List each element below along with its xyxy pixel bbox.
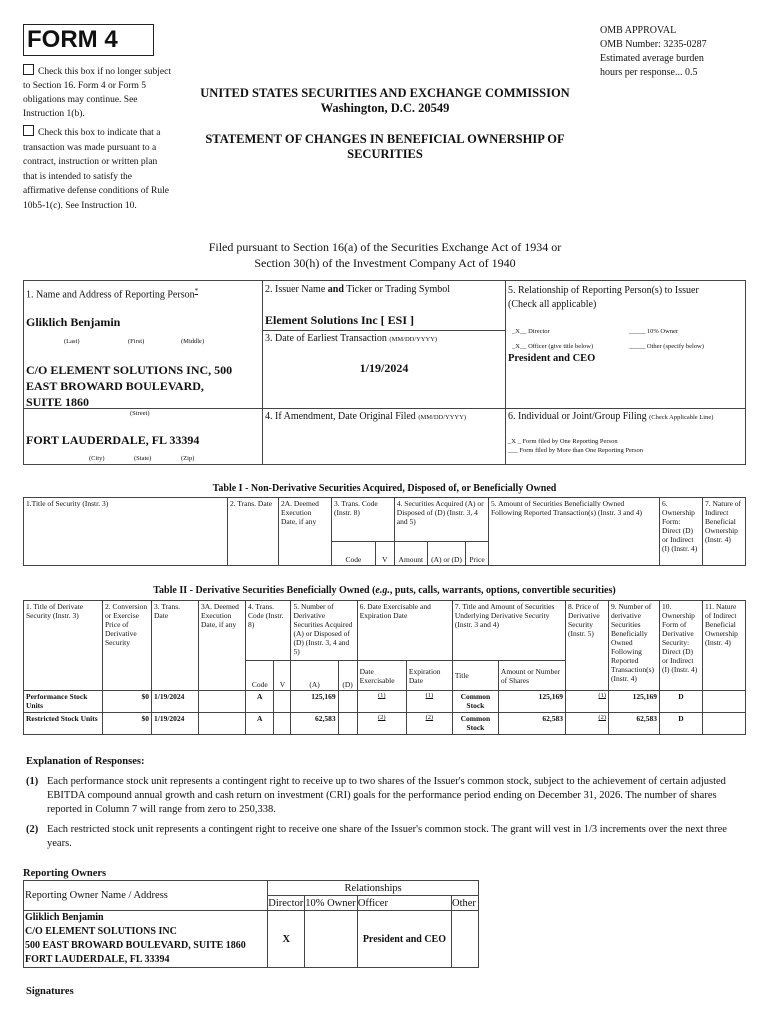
label-city: (City) <box>89 455 105 462</box>
t2-sub-title: Title <box>452 661 498 691</box>
t1-sub-price: Price <box>466 542 489 566</box>
t2-underlying-shares: 62,583 <box>498 713 565 735</box>
issuer-name: Element Solutions Inc [ ESI ] <box>265 313 415 327</box>
t2-col3a: 3A. Deemed Execution Date, if any <box>199 601 246 691</box>
filing-one-person: _X _ Form filed by One Reporting Person <box>508 438 618 445</box>
label-street: (Street) <box>130 410 150 417</box>
t2-col7: 7. Title and Amount of Securities Underlying Derivative Security (Instr. 3 and 4) <box>452 601 565 661</box>
t2-owned: 125,169 <box>609 691 660 713</box>
omb-burden: Estimated average burden <box>600 53 704 64</box>
t1-col6: 6. Ownership Form: Direct (D) or Indirect (I) (Instr. 4) <box>660 498 703 566</box>
footnote-2 <box>26 823 741 851</box>
reporting-person-address: C/O ELEMENT SOLUTIONS INC, 500 EAST BROWARD BOULEVARD, SUITE 1860 <box>26 363 233 409</box>
check-box-section16 <box>23 64 173 121</box>
t2-expiration[interactable]: (2) <box>406 713 452 735</box>
t2-code: A <box>246 713 274 735</box>
filing-more-persons: ___ Form filed by More than One Reporting Person <box>508 447 644 454</box>
t2-sub-a: (A) <box>291 661 338 691</box>
label-last: (Last) <box>64 338 80 345</box>
rel-director: _X__ Director <box>512 328 550 335</box>
t2-sub-d: (D) <box>338 661 357 691</box>
t1-col5: 5. Amount of Securities Beneficially Owned Following Reported Transaction(s) (Instr. 3 and 4) <box>489 498 660 566</box>
label-state: (State) <box>134 455 152 462</box>
t2-sub-code: Code <box>246 661 274 691</box>
t2-date: 1/19/2024 <box>152 713 199 735</box>
footnote-1-number: (1) <box>26 776 39 787</box>
reporting-owners-heading: Reporting Owners <box>23 868 107 879</box>
check-box-10b5-text: Check this box to indicate that a transaction was made pursuant to a contract, instruction or written plan that is intended to satisfy the affirmative defense conditions of Rule 10b5-1(c). See Instruction 10. <box>23 128 169 211</box>
t1-sub-aord: (A) or (D) <box>427 542 465 566</box>
rel-officer: _X__ Officer (give title below) <box>512 343 594 350</box>
table1-title: Table I - Non-Derivative Securities Acquired, Disposed of, or Beneficially Owned <box>212 483 557 494</box>
t2-owned: 62,583 <box>609 713 660 735</box>
t2-col9: 9. Number of derivative Securities Beneficially Owned Following Reported Transaction(s) (Instr. 4) <box>609 601 660 691</box>
t2-expiration[interactable]: (1) <box>406 691 452 713</box>
reporting-owners-table <box>23 880 479 968</box>
checkbox-section16[interactable] <box>23 64 34 75</box>
t2-security: Restricted Stock Units <box>24 713 103 735</box>
t2-underlying-title: Common Stock <box>452 691 498 713</box>
check-box-section16-text: Check this box if no longer subject to Section 16. Form 4 or Form 5 obligations may continue. See Instruction 1(b). <box>23 67 171 119</box>
t1-col2: 2. Trans. Date <box>228 498 279 566</box>
check-box-10b5 <box>23 125 173 213</box>
box4-label: 4. If Amendment, Date Original Filed (MM/DD/YYYY) <box>265 411 466 422</box>
owners-col-ten: 10% Owner <box>305 897 356 909</box>
t2-acquired: 62,583 <box>291 713 338 735</box>
owners-col-other: Other <box>452 896 479 911</box>
owners-col-officer: Officer <box>357 896 451 911</box>
rel-other: _____ Other (specify below) <box>629 343 704 350</box>
reporting-person-city: FORT LAUDERDALE, FL 33394 <box>26 433 200 447</box>
form-title: FORM 4 <box>23 24 154 56</box>
agency-city: Washington, D.C. 20549 <box>320 101 450 115</box>
t2-security: Performance Stock Units <box>24 691 103 713</box>
table1 <box>23 497 746 566</box>
explanation-heading: Explanation of Responses: <box>26 756 145 767</box>
t1-sub-v: V <box>375 542 394 566</box>
table-row <box>24 911 479 968</box>
footnote-2-text: Each restricted stock unit represents a contingent right to receive one share of the Issuer's common stock. The grant will vest in 1/3 increments over the next three years. <box>47 824 727 849</box>
t1-sub-code: Code <box>332 542 376 566</box>
officer-title: President and CEO <box>508 353 596 364</box>
label-first: (First) <box>128 338 145 345</box>
box1-label: 1. Name and Address of Reporting Person* <box>26 287 199 301</box>
label-middle: (Middle) <box>181 338 205 345</box>
footnote-2-number: (2) <box>26 824 39 835</box>
owners-col-director: Director <box>268 897 304 909</box>
t2-date: 1/19/2024 <box>152 691 199 713</box>
statement-line2: SECURITIES <box>347 147 423 161</box>
t1-col7: 7. Nature of Indirect Beneficial Ownership (Instr. 4) <box>703 498 746 566</box>
t2-col1: 1. Title of Derivate Security (Instr. 3) <box>24 601 103 691</box>
t2-acquired: 125,169 <box>291 691 338 713</box>
t2-price: $0 <box>103 713 152 735</box>
t2-col10: 10. Ownership Form of Derivative Security: Direct (D) or Indirect (I) (Instr. 4) <box>660 601 703 691</box>
t1-col1: 1.Title of Security (Instr. 3) <box>24 498 228 566</box>
t2-exercisable[interactable]: (2) <box>357 713 406 735</box>
agency-heading <box>175 86 595 116</box>
t1-sub-amount: Amount <box>394 542 427 566</box>
box2-label: 2. Issuer Name and Ticker or Trading Symbol <box>265 284 451 295</box>
box6-label: 6. Individual or Joint/Group Filing (Check Applicable Line) <box>508 411 714 422</box>
t1-col3: 3. Trans. Code (Instr. 8) <box>332 498 395 542</box>
t2-col6: 6. Date Exercisable and Expiration Date <box>357 601 452 661</box>
t2-price: $0 <box>103 691 152 713</box>
t1-col4: 4. Securities Acquired (A) or Disposed of (D) (Instr. 3, 4 and 5) <box>394 498 488 542</box>
table-row <box>24 713 746 735</box>
table-row <box>24 691 746 713</box>
statement-line1: STATEMENT OF CHANGES IN BENEFICIAL OWNERSHIP OF <box>205 132 565 146</box>
statement-heading <box>175 132 595 162</box>
top-grid <box>23 280 746 465</box>
filed-line1: Filed pursuant to Section 16(a) of the Securities Exchange Act of 1934 or <box>208 240 562 254</box>
footnote-1-text: Each performance stock unit represents a contingent right to receive up to two shares of the Issuer's common stock, subject to the achievement of certain adjusted EBITDA compound annual growth and cash return on investment (CRI) goals for the performance period ending on December 31, 2026. The number of shares reported in Column 7 will range from zero to 250,338. <box>47 776 726 815</box>
agency-name: UNITED STATES SECURITIES AND EXCHANGE COMMISSION <box>200 86 570 100</box>
t2-col5: 5. Number of Derivative Securities Acquired (A) or Disposed of (D) (Instr. 3, 4 and 5) <box>291 601 357 661</box>
signatures-heading: Signatures <box>26 986 74 997</box>
owners-col-name: Reporting Owner Name / Address <box>24 881 268 911</box>
t2-col2: 2. Conversion or Exercise Price of Derivative Security <box>103 601 152 691</box>
t2-code: A <box>246 691 274 713</box>
owners-relationships: Relationships <box>268 881 479 896</box>
box5-label: 5. Relationship of Reporting Person(s) to Issuer (Check all applicable) <box>508 285 699 310</box>
t2-form: D <box>660 713 703 735</box>
t2-col8: 8. Price of Derivative Security (Instr. 5) <box>566 601 609 691</box>
t2-deriv-price[interactable]: (1) <box>566 691 609 713</box>
filed-pursuant <box>150 239 620 271</box>
t2-sub-amount: Amount or Number of Shares <box>498 661 565 691</box>
filed-line2: Section 30(h) of the Investment Company Act of 1940 <box>254 256 516 270</box>
checkbox-10b5[interactable] <box>23 125 34 136</box>
t2-sub-v: V <box>274 661 291 691</box>
t2-underlying-title: Common Stock <box>452 713 498 735</box>
table2-title: Table II - Derivative Securities Beneficially Owned (e.g., puts, calls, warrants, options, convertible securities) <box>153 585 616 596</box>
owner-name-address: Gliklich Benjamin C/O ELEMENT SOLUTIONS INC 500 EAST BROWARD BOULEVARD, SUITE 1860 FORT LAUDERDALE, FL 33394 <box>24 911 268 968</box>
reporting-person-name: Gliklich Benjamin <box>26 315 121 329</box>
label-zip: (Zip) <box>181 455 195 462</box>
rel-ten-pct: _____ 10% Owner <box>629 328 679 335</box>
t2-form: D <box>660 691 703 713</box>
omb-hours: hours per response... 0.5 <box>600 67 698 78</box>
omb-number: OMB Number: 3235-0287 <box>600 39 707 50</box>
t2-deriv-price[interactable]: (2) <box>566 713 609 735</box>
owner-director-value: X <box>268 911 305 968</box>
omb-approval <box>600 24 707 80</box>
footnote-1 <box>26 775 741 817</box>
t2-col4: 4. Trans. Code (Instr. 8) <box>246 601 291 661</box>
owner-officer-value: President and CEO <box>357 911 451 968</box>
table2 <box>23 600 746 735</box>
t2-exercisable[interactable]: (1) <box>357 691 406 713</box>
t1-col2a: 2A. Deemed Execution Date, if any <box>279 498 332 566</box>
t2-underlying-shares: 125,169 <box>498 691 565 713</box>
box3-label: 3. Date of Earliest Transaction (MM/DD/YYYY) <box>265 333 438 344</box>
t2-col11: 11. Nature of Indirect Beneficial Ownership (Instr. 4) <box>703 601 746 691</box>
omb-approval-title: OMB APPROVAL <box>600 25 677 36</box>
t2-col3: 3. Trans. Date <box>152 601 199 691</box>
t2-sub-exp: Expiration Date <box>406 661 452 691</box>
t2-sub-exer: Date Exercisable <box>357 661 406 691</box>
earliest-transaction-date: 1/19/2024 <box>359 361 409 375</box>
